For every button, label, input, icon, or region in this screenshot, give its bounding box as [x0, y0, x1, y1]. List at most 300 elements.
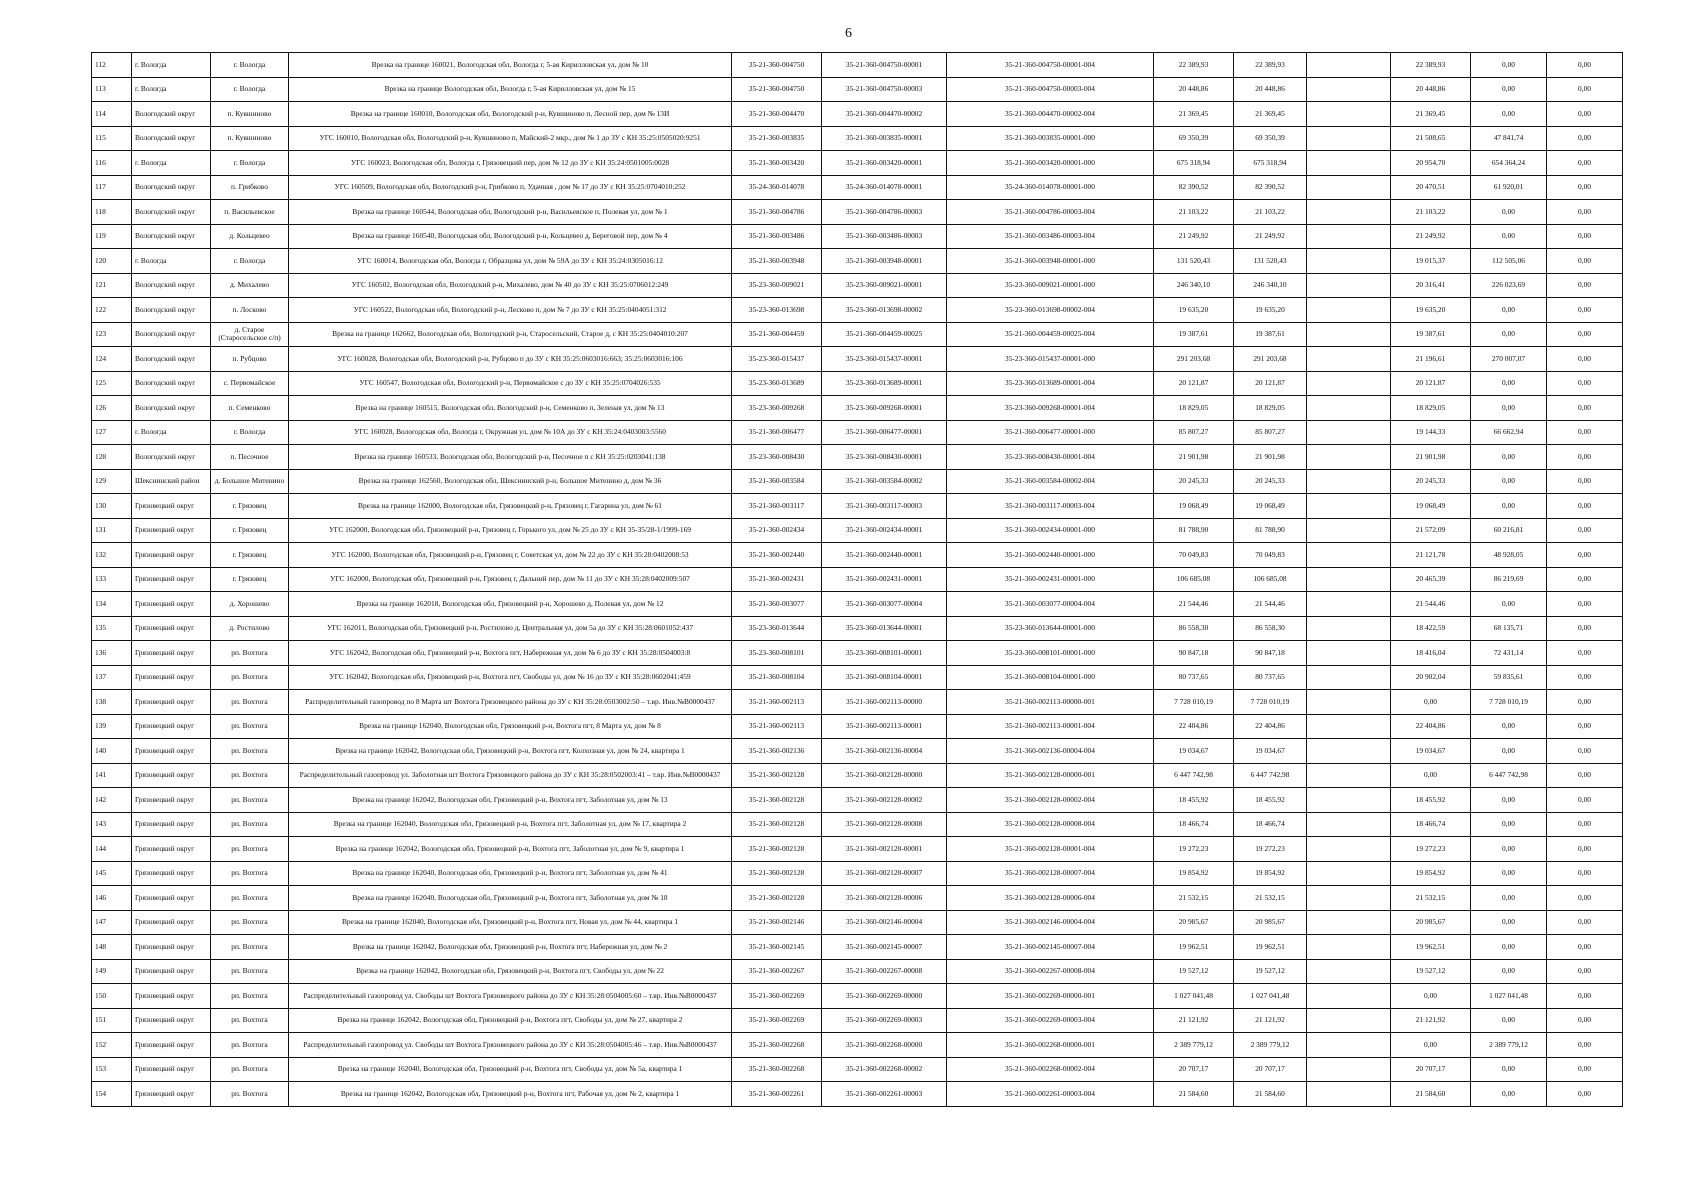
- cell-code-element: 35-21-360-002434-00001-000: [947, 518, 1154, 543]
- cell-municipality: Грязовецкий округ: [132, 518, 211, 543]
- cell-municipality: Грязовецкий округ: [132, 1057, 211, 1082]
- cell-object-description: УГС 160547, Вологодская обл, Вологодский р-н, Первомайское с до ЗУ с КН 35:25:0704026:535: [289, 371, 732, 396]
- cell-empty-column: [1307, 1008, 1391, 1033]
- cell-cost-part-c: 0,00: [1547, 298, 1623, 323]
- cell-cost-part-c: 0,00: [1547, 102, 1623, 127]
- table-row: [92, 494, 1623, 519]
- cell-object-description: УГС 160522, Вологодская обл, Вологодский р-н, Лесково п, дом № 7 до ЗУ с КН 35:25:0404051:312: [289, 298, 732, 323]
- cell-cost-part-a: 21 249,92: [1391, 224, 1471, 249]
- cell-municipality: Грязовецкий округ: [132, 665, 211, 690]
- cell-cost-part-c: 0,00: [1547, 1033, 1623, 1058]
- cell-code-element: 35-21-360-006477-00001-000: [947, 420, 1154, 445]
- cell-cost-part-c: 0,00: [1547, 812, 1623, 837]
- cell-cost-part-a: 0,00: [1391, 763, 1471, 788]
- cell-cost-balance: 90 847,18: [1234, 641, 1307, 666]
- table-row: [92, 396, 1623, 421]
- cell-cost-total: 21 584,60: [1154, 1082, 1234, 1107]
- cell-cost-part-a: 20 902,04: [1391, 665, 1471, 690]
- cell-cost-total: 7 728 010,19: [1154, 690, 1234, 715]
- cell-cost-balance: 19 527,12: [1234, 959, 1307, 984]
- cell-cost-part-a: 19 635,20: [1391, 298, 1471, 323]
- cell-empty-column: [1307, 371, 1391, 396]
- cell-cost-part-c: 0,00: [1547, 249, 1623, 274]
- cell-cost-balance: 86 558,30: [1234, 616, 1307, 641]
- cell-code-element: 35-21-360-004786-00003-004: [947, 200, 1154, 225]
- table-row: [92, 739, 1623, 764]
- cell-cost-part-a: 21 369,45: [1391, 102, 1471, 127]
- cell-cost-part-c: 0,00: [1547, 690, 1623, 715]
- cell-cost-part-b: 0,00: [1471, 53, 1547, 78]
- cell-cost-part-a: 21 572,09: [1391, 518, 1471, 543]
- cell-cost-part-b: 0,00: [1471, 322, 1547, 347]
- table-row: [92, 812, 1623, 837]
- cell-code-object: 35-23-360-013644-00001: [822, 616, 947, 641]
- cell-cost-total: 19 635,20: [1154, 298, 1234, 323]
- cell-code-object: 35-21-360-002128-00008: [822, 812, 947, 837]
- table-row: [92, 1057, 1623, 1082]
- cell-locality: г. Грязовец: [211, 518, 289, 543]
- cell-code-group: 35-21-360-002113: [732, 690, 822, 715]
- cell-code-object: 35-21-360-002269-00000: [822, 984, 947, 1009]
- cell-cost-balance: 19 272,23: [1234, 837, 1307, 862]
- cell-code-element: 35-23-360-009268-00001-004: [947, 396, 1154, 421]
- cell-cost-part-b: 0,00: [1471, 910, 1547, 935]
- cell-code-group: 35-23-360-008430: [732, 445, 822, 470]
- cell-cost-part-c: 0,00: [1547, 935, 1623, 960]
- cell-cost-part-b: 0,00: [1471, 469, 1547, 494]
- cell-cost-part-b: 7 728 010,19: [1471, 690, 1547, 715]
- cell-locality: г. Вологда: [211, 53, 289, 78]
- cell-code-group: 35-21-360-002128: [732, 837, 822, 862]
- cell-object-description: УГС 160014, Вологодская обл, Вологда г, Образцова ул, дом № 59А до ЗУ с КН 35:24:0305016:12: [289, 249, 732, 274]
- cell-locality: п. Кувшиново: [211, 102, 289, 127]
- cell-empty-column: [1307, 641, 1391, 666]
- table-row: [92, 445, 1623, 470]
- cell-cost-balance: 80 737,65: [1234, 665, 1307, 690]
- cell-code-element: 35-21-360-002440-00001-000: [947, 543, 1154, 568]
- cell-cost-balance: 19 034,67: [1234, 739, 1307, 764]
- cell-cost-balance: 246 340,10: [1234, 273, 1307, 298]
- cell-empty-column: [1307, 396, 1391, 421]
- cell-object-description: Врезка на границе Вологодская обл, Вологда г, 5-ая Кирилловская ул, дом № 15: [289, 77, 732, 102]
- cell-cost-total: 81 788,90: [1154, 518, 1234, 543]
- cell-cost-total: 2 389 779,12: [1154, 1033, 1234, 1058]
- cell-cost-total: 21 103,22: [1154, 200, 1234, 225]
- table-row: [92, 126, 1623, 151]
- cell-cost-part-a: 18 466,74: [1391, 812, 1471, 837]
- cell-cost-total: 19 387,61: [1154, 322, 1234, 347]
- cell-code-group: 35-21-360-002434: [732, 518, 822, 543]
- table-row: [92, 1033, 1623, 1058]
- table-row: [92, 1008, 1623, 1033]
- cell-code-object: 35-21-360-002440-00001: [822, 543, 947, 568]
- cell-cost-part-a: 0,00: [1391, 1033, 1471, 1058]
- table-row: [92, 420, 1623, 445]
- cell-cost-total: 20 245,33: [1154, 469, 1234, 494]
- cell-municipality: Шекснинский район: [132, 469, 211, 494]
- cell-locality: д. Ростилово: [211, 616, 289, 641]
- cell-code-element: 35-23-360-008430-00001-004: [947, 445, 1154, 470]
- cell-code-object: 35-21-360-002128-00001: [822, 837, 947, 862]
- cell-cost-part-b: 0,00: [1471, 837, 1547, 862]
- cell-code-element: 35-21-360-002269-00003-004: [947, 1008, 1154, 1033]
- cell-code-object: 35-21-360-004470-00002: [822, 102, 947, 127]
- cell-cost-balance: 19 635,20: [1234, 298, 1307, 323]
- cell-code-element: 35-21-360-003948-00001-000: [947, 249, 1154, 274]
- cell-cost-balance: 22 389,93: [1234, 53, 1307, 78]
- cell-code-group: 35-21-360-002128: [732, 788, 822, 813]
- cell-cost-total: 20 707,17: [1154, 1057, 1234, 1082]
- cell-cost-part-a: 20 316,41: [1391, 273, 1471, 298]
- cell-cost-balance: 69 350,39: [1234, 126, 1307, 151]
- cell-locality: г. Вологда: [211, 420, 289, 445]
- cell-cost-total: 6 447 742,98: [1154, 763, 1234, 788]
- cell-cost-part-a: 20 465,39: [1391, 567, 1471, 592]
- cell-code-element: 35-21-360-004750-00003-004: [947, 77, 1154, 102]
- cell-cost-part-c: 0,00: [1547, 886, 1623, 911]
- cell-municipality: Грязовецкий округ: [132, 1008, 211, 1033]
- cell-row-number: 126: [92, 396, 132, 421]
- cell-row-number: 144: [92, 837, 132, 862]
- cell-cost-part-b: 0,00: [1471, 494, 1547, 519]
- cell-municipality: Вологодский округ: [132, 298, 211, 323]
- table-row: [92, 200, 1623, 225]
- cell-code-group: 35-21-360-002440: [732, 543, 822, 568]
- registry-body: [92, 53, 1623, 1107]
- cell-cost-total: 246 340,10: [1154, 273, 1234, 298]
- cell-locality: г. Вологда: [211, 151, 289, 176]
- cell-cost-total: 291 203,68: [1154, 347, 1234, 372]
- registry-table: [91, 52, 1623, 1107]
- cell-cost-part-c: 0,00: [1547, 322, 1623, 347]
- cell-code-group: 35-21-360-003835: [732, 126, 822, 151]
- cell-cost-part-c: 0,00: [1547, 1082, 1623, 1107]
- cell-cost-total: 21 121,92: [1154, 1008, 1234, 1033]
- cell-code-object: 35-21-360-002261-00003: [822, 1082, 947, 1107]
- cell-cost-part-b: 61 920,01: [1471, 175, 1547, 200]
- cell-locality: рп. Вохтога: [211, 641, 289, 666]
- cell-cost-part-b: 0,00: [1471, 445, 1547, 470]
- cell-code-element: 35-24-360-014078-00001-000: [947, 175, 1154, 200]
- cell-object-description: Врезка на границе 162042, Вологодская обл, Грязовецкий р-н, Вохтога пгт, Колхозная ул, дом № 24, квартира 1: [289, 739, 732, 764]
- cell-code-object: 35-21-360-004459-00025: [822, 322, 947, 347]
- cell-cost-total: 70 049,83: [1154, 543, 1234, 568]
- cell-cost-part-b: 0,00: [1471, 77, 1547, 102]
- cell-cost-total: 90 847,18: [1154, 641, 1234, 666]
- cell-cost-total: 131 520,43: [1154, 249, 1234, 274]
- cell-cost-part-c: 0,00: [1547, 1057, 1623, 1082]
- cell-object-description: Распределительный газопровод ул. Свободы шт Вохтога Грязовецкого района до ЗУ с КН 35:28:0504005:46 – т.вр. Инв.№В0000437: [289, 1033, 732, 1058]
- table-row: [92, 322, 1623, 347]
- cell-row-number: 149: [92, 959, 132, 984]
- table-row: [92, 984, 1623, 1009]
- cell-row-number: 142: [92, 788, 132, 813]
- cell-code-object: 35-21-360-003835-00001: [822, 126, 947, 151]
- cell-municipality: Грязовецкий округ: [132, 935, 211, 960]
- cell-code-group: 35-21-360-002267: [732, 959, 822, 984]
- cell-municipality: Вологодский округ: [132, 371, 211, 396]
- cell-cost-total: 19 854,92: [1154, 861, 1234, 886]
- cell-cost-part-c: 0,00: [1547, 910, 1623, 935]
- cell-code-object: 35-21-360-002146-00004: [822, 910, 947, 935]
- cell-empty-column: [1307, 690, 1391, 715]
- cell-locality: д. Старое (Старосельское с/п): [211, 322, 289, 347]
- cell-cost-balance: 81 788,90: [1234, 518, 1307, 543]
- cell-code-object: 35-21-360-003420-00001: [822, 151, 947, 176]
- cell-locality: рп. Вохтога: [211, 714, 289, 739]
- cell-cost-part-b: 59 835,61: [1471, 665, 1547, 690]
- cell-code-group: 35-21-360-003117: [732, 494, 822, 519]
- cell-cost-part-b: 270 007,07: [1471, 347, 1547, 372]
- table-row: [92, 714, 1623, 739]
- cell-code-group: 35-23-360-013698: [732, 298, 822, 323]
- cell-code-group: 35-21-360-002113: [732, 714, 822, 739]
- cell-cost-balance: 21 544,46: [1234, 592, 1307, 617]
- cell-cost-part-c: 0,00: [1547, 1008, 1623, 1033]
- table-row: [92, 837, 1623, 862]
- cell-cost-balance: 20 245,33: [1234, 469, 1307, 494]
- table-row: [92, 543, 1623, 568]
- cell-object-description: Врезка на границе 162042, Вологодская обл, Грязовецкий р-н, Вохтога пгт, Набережная ул, дом № 2: [289, 935, 732, 960]
- cell-code-element: 35-23-360-013698-00002-004: [947, 298, 1154, 323]
- page-number: 6: [845, 26, 852, 41]
- cell-object-description: Врезка на границе 162000, Вологодская обл, Грязовецкий р-н, Грязовец г, Гагарина ул, дом № 61: [289, 494, 732, 519]
- cell-code-group: 35-23-360-009268: [732, 396, 822, 421]
- cell-empty-column: [1307, 665, 1391, 690]
- cell-cost-part-c: 0,00: [1547, 151, 1623, 176]
- cell-object-description: УГС 160010, Вологодская обл, Вологодский р-н, Кувшиново п, Майский-2 мкр., дом № 1 до ЗУ с КН 35:25:0505020:9251: [289, 126, 732, 151]
- cell-cost-balance: 131 520,43: [1234, 249, 1307, 274]
- cell-cost-part-a: 20 245,33: [1391, 469, 1471, 494]
- cell-cost-part-a: 20 448,86: [1391, 77, 1471, 102]
- cell-cost-part-b: 66 662,94: [1471, 420, 1547, 445]
- cell-cost-part-a: 19 272,23: [1391, 837, 1471, 862]
- cell-code-element: 35-21-360-002268-00002-004: [947, 1057, 1154, 1082]
- cell-row-number: 143: [92, 812, 132, 837]
- cell-municipality: г. Вологда: [132, 420, 211, 445]
- cell-cost-balance: 18 455,92: [1234, 788, 1307, 813]
- cell-cost-part-c: 0,00: [1547, 518, 1623, 543]
- cell-locality: г. Вологда: [211, 77, 289, 102]
- cell-locality: рп. Вохтога: [211, 763, 289, 788]
- cell-cost-part-c: 0,00: [1547, 224, 1623, 249]
- cell-code-object: 35-21-360-002267-00008: [822, 959, 947, 984]
- cell-cost-part-b: 226 023,69: [1471, 273, 1547, 298]
- cell-cost-total: 20 985,67: [1154, 910, 1234, 935]
- cell-cost-part-c: 0,00: [1547, 641, 1623, 666]
- cell-cost-balance: 19 068,49: [1234, 494, 1307, 519]
- cell-object-description: Врезка на границе 160515, Вологодская обл, Вологодский р-н, Семенково п, Зеленая ул, дом № 13: [289, 396, 732, 421]
- cell-cost-part-a: 20 954,70: [1391, 151, 1471, 176]
- cell-row-number: 116: [92, 151, 132, 176]
- cell-object-description: УГС 160023, Вологодская обл, Вологда г, Грязовецкий пер, дом № 12 до ЗУ с КН 35:24:0501005:0028: [289, 151, 732, 176]
- cell-cost-total: 21 369,45: [1154, 102, 1234, 127]
- cell-cost-balance: 20 121,87: [1234, 371, 1307, 396]
- cell-object-description: УГС 160028, Вологодская обл, Вологодский р-н, Рубцово п до ЗУ с КН 35:25:0603016:663; 35:25:0603016:106: [289, 347, 732, 372]
- cell-cost-part-a: 20 121,87: [1391, 371, 1471, 396]
- cell-code-group: 35-21-360-004470: [732, 102, 822, 127]
- cell-cost-balance: 19 387,61: [1234, 322, 1307, 347]
- cell-municipality: Грязовецкий округ: [132, 837, 211, 862]
- table-row: [92, 249, 1623, 274]
- cell-empty-column: [1307, 298, 1391, 323]
- cell-object-description: УГС 162042, Вологодская обл, Грязовецкий р-н, Вохтога пгт, Свободы ул, дом № 16 до ЗУ с КН 35:28:0602041:459: [289, 665, 732, 690]
- cell-row-number: 151: [92, 1008, 132, 1033]
- cell-cost-part-b: 0,00: [1471, 592, 1547, 617]
- cell-object-description: УГС 160509, Вологодская обл, Вологодский р-н, Грибково п, Удачная , дом № 17 до ЗУ с КН 35:25:0704010:252: [289, 175, 732, 200]
- cell-cost-part-c: 0,00: [1547, 396, 1623, 421]
- table-row: [92, 886, 1623, 911]
- cell-code-group: 35-21-360-003584: [732, 469, 822, 494]
- cell-locality: г. Грязовец: [211, 494, 289, 519]
- cell-row-number: 129: [92, 469, 132, 494]
- cell-empty-column: [1307, 200, 1391, 225]
- cell-code-group: 35-21-360-004459: [732, 322, 822, 347]
- cell-object-description: УГС 162011, Вологодская обл, Грязовецкий р-н, Ростилово д, Центральная ул, дом 5а до ЗУ с КН 35:28:0601052:437: [289, 616, 732, 641]
- cell-empty-column: [1307, 886, 1391, 911]
- cell-locality: рп. Вохтога: [211, 1057, 289, 1082]
- cell-empty-column: [1307, 788, 1391, 813]
- cell-cost-part-a: 21 584,60: [1391, 1082, 1471, 1107]
- cell-row-number: 112: [92, 53, 132, 78]
- cell-object-description: Врезка на границе 162560, Вологодская обл, Шекснинский р-н, Большое Митенино д, дом № 36: [289, 469, 732, 494]
- cell-object-description: УГС 162000, Вологодская обл, Грязовецкий р-н, Грязовец г, Дальний пер, дом № 11 до ЗУ с КН 35:28:0402009:507: [289, 567, 732, 592]
- cell-cost-part-b: 0,00: [1471, 788, 1547, 813]
- cell-cost-balance: 82 390,52: [1234, 175, 1307, 200]
- cell-object-description: УГС 160502, Вологодская обл, Вологодский р-н, Михалево, дом № 40 до ЗУ с КН 35:25:0706012:249: [289, 273, 732, 298]
- cell-cost-part-a: 21 196,61: [1391, 347, 1471, 372]
- table-row: [92, 665, 1623, 690]
- cell-cost-part-a: 19 144,33: [1391, 420, 1471, 445]
- cell-cost-part-b: 0,00: [1471, 298, 1547, 323]
- cell-empty-column: [1307, 249, 1391, 274]
- cell-empty-column: [1307, 175, 1391, 200]
- cell-cost-part-b: 60 216,81: [1471, 518, 1547, 543]
- cell-municipality: Грязовецкий округ: [132, 886, 211, 911]
- table-row: [92, 469, 1623, 494]
- cell-cost-part-b: 68 135,71: [1471, 616, 1547, 641]
- cell-empty-column: [1307, 322, 1391, 347]
- cell-row-number: 136: [92, 641, 132, 666]
- table-row: [92, 102, 1623, 127]
- cell-cost-part-c: 0,00: [1547, 469, 1623, 494]
- cell-locality: г. Грязовец: [211, 567, 289, 592]
- cell-empty-column: [1307, 420, 1391, 445]
- cell-cost-balance: 20 985,67: [1234, 910, 1307, 935]
- cell-cost-part-a: 19 034,67: [1391, 739, 1471, 764]
- cell-code-object: 35-21-360-002145-00007: [822, 935, 947, 960]
- cell-object-description: Врезка на границе 162040, Вологодская обл, Грязовецкий р-н, Вохтога пгт, Заболотная ул, дом № 18: [289, 886, 732, 911]
- cell-object-description: Распределительный газопровод ул. Заболотная шт Вохтога Грязовецкого района до ЗУ с КН 35:28:0502003:41 – т.вр. Инв.№В0000437: [289, 763, 732, 788]
- cell-locality: рп. Вохтога: [211, 665, 289, 690]
- cell-cost-part-a: 22 404,86: [1391, 714, 1471, 739]
- cell-row-number: 122: [92, 298, 132, 323]
- cell-locality: рп. Вохтога: [211, 690, 289, 715]
- cell-row-number: 145: [92, 861, 132, 886]
- cell-cost-part-c: 0,00: [1547, 371, 1623, 396]
- cell-locality: рп. Вохтога: [211, 886, 289, 911]
- cell-empty-column: [1307, 469, 1391, 494]
- cell-empty-column: [1307, 837, 1391, 862]
- table-row: [92, 518, 1623, 543]
- table-row: [92, 567, 1623, 592]
- cell-code-object: 35-21-360-002269-00003: [822, 1008, 947, 1033]
- cell-object-description: Врезка на границе 160544, Вологодская обл, Вологодский р-н, Васильевское п, Полевая ул, дом № 1: [289, 200, 732, 225]
- cell-code-object: 35-21-360-003486-00003: [822, 224, 947, 249]
- cell-cost-part-a: 19 015,37: [1391, 249, 1471, 274]
- cell-cost-balance: 1 027 041,48: [1234, 984, 1307, 1009]
- cell-cost-total: 21 544,46: [1154, 592, 1234, 617]
- cell-row-number: 138: [92, 690, 132, 715]
- cell-empty-column: [1307, 543, 1391, 568]
- cell-cost-part-b: 86 219,69: [1471, 567, 1547, 592]
- cell-code-group: 35-21-360-006477: [732, 420, 822, 445]
- cell-municipality: Вологодский округ: [132, 273, 211, 298]
- cell-object-description: Врезка на границе 162042, Вологодская обл, Грязовецкий р-н, Вохтога пгт, Рабочая ул, дом № 2, квартира 1: [289, 1082, 732, 1107]
- cell-row-number: 114: [92, 102, 132, 127]
- cell-cost-part-a: 19 068,49: [1391, 494, 1471, 519]
- cell-locality: рп. Вохтога: [211, 1082, 289, 1107]
- cell-code-element: 35-21-360-002128-00008-004: [947, 812, 1154, 837]
- cell-code-element: 35-21-360-002268-00000-001: [947, 1033, 1154, 1058]
- cell-empty-column: [1307, 714, 1391, 739]
- cell-municipality: Грязовецкий округ: [132, 1082, 211, 1107]
- cell-code-object: 35-21-360-002113-00001: [822, 714, 947, 739]
- cell-code-group: 35-21-360-003486: [732, 224, 822, 249]
- cell-municipality: Вологодский округ: [132, 126, 211, 151]
- cell-code-object: 35-23-360-015437-00001: [822, 347, 947, 372]
- cell-object-description: Врезка на границе 162018, Вологодская обл, Грязовецкий р-н, Хорошево д, Полевая ул, дом № 12: [289, 592, 732, 617]
- cell-cost-part-b: 0,00: [1471, 200, 1547, 225]
- cell-object-description: УГС 162000, Вологодская обл, Грязовецкий р-н, Грязовец г, Советская ул, дом № 22 до ЗУ с КН 35:28:0402008:53: [289, 543, 732, 568]
- cell-cost-total: 20 448,86: [1154, 77, 1234, 102]
- cell-code-element: 35-21-360-002145-00007-004: [947, 935, 1154, 960]
- cell-object-description: Врезка на границе 162040, Вологодская обл, Грязовецкий р-н, Вохтога пгт, Новая ул, дом № 44, квартира 1: [289, 910, 732, 935]
- cell-code-group: 35-21-360-002128: [732, 861, 822, 886]
- cell-empty-column: [1307, 224, 1391, 249]
- cell-cost-part-c: 0,00: [1547, 273, 1623, 298]
- cell-cost-balance: 675 318,94: [1234, 151, 1307, 176]
- cell-code-element: 35-21-360-002113-00000-001: [947, 690, 1154, 715]
- cell-cost-part-b: 0,00: [1471, 886, 1547, 911]
- cell-row-number: 128: [92, 445, 132, 470]
- cell-municipality: г. Вологда: [132, 151, 211, 176]
- cell-cost-part-c: 0,00: [1547, 837, 1623, 862]
- cell-code-element: 35-21-360-004750-00001-004: [947, 53, 1154, 78]
- cell-municipality: Грязовецкий округ: [132, 567, 211, 592]
- cell-municipality: Грязовецкий округ: [132, 1033, 211, 1058]
- cell-locality: рп. Вохтога: [211, 959, 289, 984]
- cell-object-description: УГС 160028, Вологодская обл, Вологда г, Окружная ул, дом № 10А до ЗУ с КН 35:24:0403003:5560: [289, 420, 732, 445]
- cell-cost-total: 86 558,30: [1154, 616, 1234, 641]
- cell-municipality: Вологодский округ: [132, 445, 211, 470]
- cell-cost-total: 18 466,74: [1154, 812, 1234, 837]
- table-row: [92, 53, 1623, 78]
- cell-municipality: Грязовецкий округ: [132, 494, 211, 519]
- cell-municipality: Вологодский округ: [132, 322, 211, 347]
- cell-code-object: 35-21-360-008104-00001: [822, 665, 947, 690]
- cell-code-group: 35-21-360-002268: [732, 1033, 822, 1058]
- cell-code-object: 35-21-360-002128-00006: [822, 886, 947, 911]
- table-row: [92, 77, 1623, 102]
- cell-code-element: 35-23-360-013644-00001-000: [947, 616, 1154, 641]
- table-row: [92, 959, 1623, 984]
- cell-municipality: Грязовецкий округ: [132, 739, 211, 764]
- cell-object-description: Врезка на границе 162040, Вологодская обл, Грязовецкий р-н, Вохтога пгт, Заболотная ул, дом № 41: [289, 861, 732, 886]
- cell-locality: п. Грибково: [211, 175, 289, 200]
- cell-object-description: Врезка на границе 162040, Вологодская обл, Грязовецкий р-н, Вохтога пгт, Заболотная ул, дом № 17, квартира 2: [289, 812, 732, 837]
- cell-row-number: 152: [92, 1033, 132, 1058]
